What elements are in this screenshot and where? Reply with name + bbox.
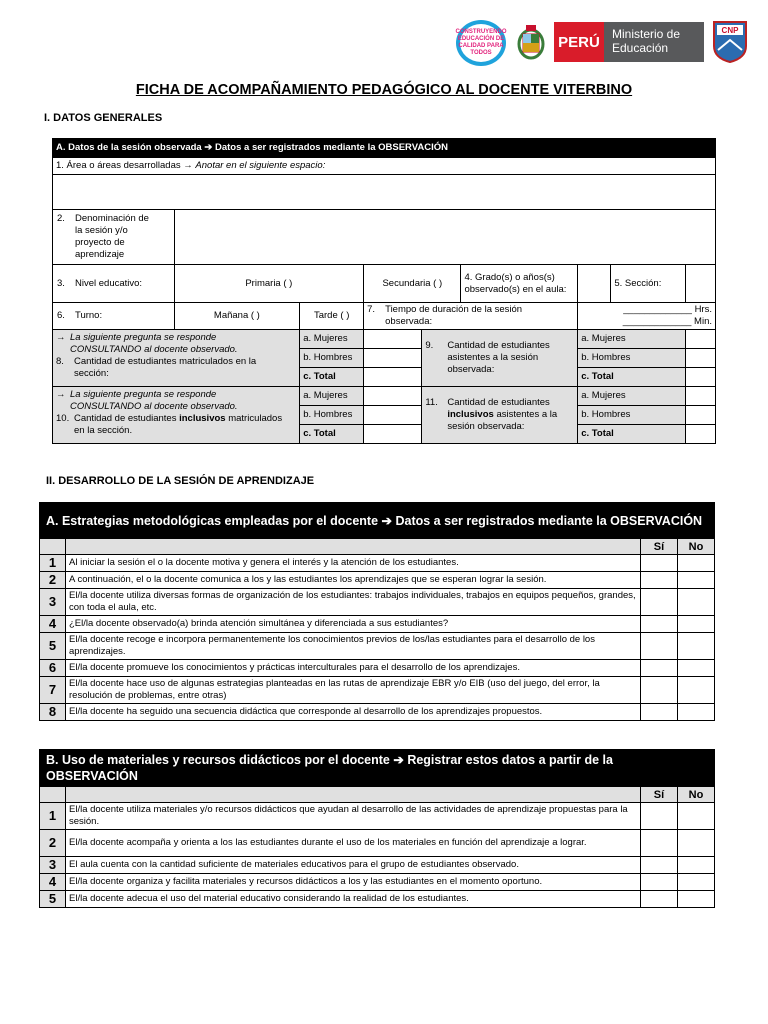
materials-rows [40, 803, 715, 908]
peru-coat-of-arms-icon [514, 22, 548, 62]
shift-label: Turno: [75, 310, 103, 321]
si-checkbox-cell[interactable] [641, 572, 678, 589]
session-name-input-cell[interactable] [174, 210, 715, 265]
materials-header-subtitle: Registrar estos datos a partir de la OBSERVACIÓN [46, 753, 613, 783]
item-text: El/la docente utiliza diversas formas de organización de los estudiantes: trabajos individuales, trabajos en equipos pequeños, grandes, con toda el aula, etc. [66, 589, 641, 616]
incl-enrolled-mujeres-input[interactable] [364, 387, 422, 406]
ministry-label: Ministerio de Educación [604, 22, 704, 62]
no-checkbox-cell[interactable] [678, 803, 715, 830]
session-data-table [52, 138, 716, 444]
arrow-right-icon: ➔ [381, 513, 396, 528]
incl-enrolled-total-label: c. Total [300, 425, 364, 444]
row-2-number: 2. [57, 213, 65, 224]
row-7-number: 7. [367, 304, 376, 315]
attending-mujeres-input[interactable] [685, 330, 715, 349]
materials-table-header [40, 750, 715, 787]
duration-label-cell [364, 303, 578, 330]
incl-enrolled-hombres-label: b. Hombres [300, 406, 364, 425]
item-text: El/la docente recoge e incorpora permanentemente los conocimientos previos de los/las estudiantes para el desarrollo de los aprendizajes. [66, 633, 641, 660]
attending-label-cell [422, 330, 578, 387]
table-row [40, 616, 715, 633]
grade-label-cell [461, 265, 578, 303]
item-text: El aula cuenta con la cantidad suficiente de materiales educativos para el grupo de estudiantes observado. [66, 857, 641, 874]
item-text: Al iniciar la sesión el o la docente motiva y genera el interés y la atención de los estudiantes. [66, 555, 641, 572]
table-row [40, 891, 715, 908]
ministry-logo [554, 22, 704, 62]
si-checkbox-cell[interactable] [641, 891, 678, 908]
item-number: 1 [40, 803, 66, 830]
inclusive-attending-label-c: asistentes a la sesión observada: [447, 409, 558, 432]
incl-attending-total-input[interactable] [685, 425, 715, 444]
item-number: 6 [40, 660, 66, 677]
page-title: FICHA DE ACOMPAÑAMIENTO PEDAGÓGICO AL DOCENTE VITERBINO [135, 82, 633, 98]
item-number: 5 [40, 633, 66, 660]
item-number: 4 [40, 616, 66, 633]
item-number: 2 [40, 830, 66, 857]
section-2-title: II. DESARROLLO DE LA SESIÓN DE APRENDIZAJE [46, 475, 315, 487]
strategies-table [39, 502, 715, 721]
enrolled-mujeres-input[interactable] [364, 330, 422, 349]
row-10-number: 10. [56, 413, 70, 424]
item-number: 3 [40, 857, 66, 874]
si-checkbox-cell[interactable] [641, 616, 678, 633]
no-checkbox-cell[interactable] [678, 874, 715, 891]
arrow-icon: → [56, 389, 66, 400]
table-row [40, 633, 715, 660]
table-row [40, 555, 715, 572]
level-label-cell [53, 265, 175, 303]
si-column-header: Sí [641, 539, 678, 555]
table-row [40, 589, 715, 616]
incl-attending-mujeres-input[interactable] [685, 387, 715, 406]
inclusive-enrolled-label-b: inclusivos [179, 413, 226, 424]
duration-label: Tiempo de duración de la sesión observada: [385, 304, 523, 327]
no-checkbox-cell[interactable] [678, 660, 715, 677]
attending-hombres-label: b. Hombres [578, 349, 686, 368]
no-checkbox-cell[interactable] [678, 555, 715, 572]
enrolled-hombres-label: b. Hombres [300, 349, 364, 368]
item-text: El/la docente acompaña y orienta a los las estudiantes durante el uso de los materiales en función del aprendizaje a lograr. [66, 830, 641, 857]
item-number: 1 [40, 555, 66, 572]
area-label: 1. Área o áreas desarrolladas [56, 160, 181, 171]
header-logos [456, 18, 756, 68]
table-row [40, 660, 715, 677]
cnp-shield-icon [712, 20, 748, 64]
attending-label: Cantidad de estudiantes asistentes a la sesión observada: [447, 340, 550, 375]
grade-input-cell[interactable] [578, 265, 611, 303]
arrow-icon: → [56, 332, 66, 343]
table-row [40, 857, 715, 874]
item-text: A continuación, el o la docente comunica a los y las estudiantes los aprendizajes que se esperan lograr la sesión. [66, 572, 641, 589]
shift-label-cell [53, 303, 175, 330]
inclusive-attending-label-a: Cantidad de estudiantes [447, 397, 550, 408]
cnp-text: CNP [721, 26, 739, 35]
inclusive-attending-label [447, 397, 567, 433]
strategies-header-subtitle: Datos a ser registrados mediante la OBSERVACIÓN [395, 513, 703, 528]
table-row [40, 874, 715, 891]
item-text: El/la docente hace uso de algunas estrategias planteadas en las rutas de aprendizaje EBR y/o EIB (uso del juego, del error, la resolución de problemas, entre otras) [66, 677, 641, 704]
item-text: El/la docente organiza y facilita materiales y recursos didácticos a los y las estudiantes en el momento oportuno. [66, 874, 641, 891]
si-checkbox-cell[interactable] [641, 660, 678, 677]
strategies-table-header [40, 503, 715, 539]
table-row [40, 704, 715, 721]
table-row [40, 677, 715, 704]
table-a-header-subtitle: Datos a ser registrados mediante la OBSERVACIÓN [214, 142, 448, 153]
incl-enrolled-mujeres-label: a. Mujeres [300, 387, 364, 406]
si-checkbox-cell[interactable] [641, 677, 678, 704]
no-checkbox-cell[interactable] [678, 589, 715, 616]
inclusive-enrolled-label-cell [53, 387, 300, 444]
row-3-number: 3. [57, 277, 65, 289]
consult-note: La siguiente pregunta se responde CONSULTANDO al docente observado. [70, 389, 238, 412]
attending-total-label: c. Total [578, 368, 686, 387]
primaria-option[interactable]: Primaria ( ) [174, 265, 364, 303]
inclusive-attending-label-cell [422, 387, 578, 444]
no-checkbox-cell[interactable] [678, 704, 715, 721]
inclusive-enrolled-label-a: Cantidad de estudiantes [74, 413, 177, 424]
strategies-rows [40, 555, 715, 721]
hours-field[interactable]: _____________ Hrs. [623, 304, 712, 315]
si-checkbox-cell[interactable] [641, 589, 678, 616]
incl-attending-total-label: c. Total [578, 425, 686, 444]
no-column-header: No [678, 787, 715, 803]
strategies-header-title: A. Estrategias metodológicas empleadas por el docente [46, 513, 379, 528]
item-number: 2 [40, 572, 66, 589]
attending-mujeres-label: a. Mujeres [578, 330, 686, 349]
row-6-number: 6. [57, 310, 65, 321]
area-label-cell [53, 158, 716, 175]
table-a-header-title: A. Datos de la sesión observada [56, 142, 202, 153]
si-checkbox-cell[interactable] [641, 803, 678, 830]
level-label: Nivel educativo: [75, 277, 143, 289]
minutes-field[interactable]: _____________ Min. [622, 316, 712, 327]
si-checkbox-cell[interactable] [641, 857, 678, 874]
item-number: 8 [40, 704, 66, 721]
secundaria-option[interactable]: Secundaria ( ) [364, 265, 461, 303]
grade-label: 4. Grado(s) o años(s) observado(s) en el aula: [464, 271, 567, 295]
arrow-icon: → [183, 160, 196, 171]
si-checkbox-cell[interactable] [641, 874, 678, 891]
item-text: ¿El/la docente observado(a) brinda atención simultánea y diferenciada a sus estudiantes? [66, 616, 641, 633]
table-a-header [53, 139, 716, 158]
consult-note: La siguiente pregunta se responde CONSULTANDO al docente observado. [70, 332, 238, 355]
no-checkbox-cell[interactable] [678, 572, 715, 589]
incl-attending-hombres-input[interactable] [685, 406, 715, 425]
enrolled-total-input[interactable] [364, 368, 422, 387]
header-blank-cell [66, 539, 641, 555]
education-campaign-logo [456, 20, 506, 66]
materials-header-title: B. Uso de materiales y recursos didácticos por el docente [46, 753, 390, 767]
no-checkbox-cell[interactable] [678, 677, 715, 704]
arrow-right-icon: ➔ [204, 142, 215, 153]
table-row [40, 830, 715, 857]
item-text: El/la docente adecua el uso del material educativo considerando la realidad de los estudiantes. [66, 891, 641, 908]
si-checkbox-cell[interactable] [641, 633, 678, 660]
enrolled-label-cell [53, 330, 300, 387]
enrolled-label: Cantidad de estudiantes matriculados en la sección: [74, 356, 257, 379]
area-hint: Anotar en el siguiente espacio: [195, 160, 326, 171]
inclusive-attending-label-b: inclusivos [447, 409, 494, 420]
incl-attending-hombres-label: b. Hombres [578, 406, 686, 425]
header-blank-cell [66, 787, 641, 803]
incl-attending-mujeres-label: a. Mujeres [578, 387, 686, 406]
section-1-title: I. DATOS GENERALES [44, 112, 163, 124]
row-11-number: 11. [425, 397, 438, 408]
no-column-header: No [678, 539, 715, 555]
tarde-option[interactable]: Tarde ( ) [300, 303, 364, 330]
no-checkbox-cell[interactable] [678, 891, 715, 908]
item-text: El/la docente ha seguido una secuencia didáctica que corresponde al desarrollo de los aprendizajes propuestos. [66, 704, 641, 721]
inclusive-enrolled-label-c: matriculados en la sección. [74, 413, 283, 436]
session-name-label: Denominación de la sesión y/o proyecto de aprendizaje [75, 213, 149, 260]
manana-option[interactable]: Mañana ( ) [174, 303, 300, 330]
item-text: El/la docente utiliza materiales y/o recursos didácticos que ayudan al desarrollo de las actividades de aprendizaje propuestas para la sesión. [66, 803, 641, 830]
no-checkbox-cell[interactable] [678, 830, 715, 857]
item-number: 5 [40, 891, 66, 908]
session-name-label-cell [53, 210, 175, 265]
incl-enrolled-hombres-input[interactable] [364, 406, 422, 425]
no-checkbox-cell[interactable] [678, 857, 715, 874]
item-number: 4 [40, 874, 66, 891]
item-text: El/la docente promueve los conocimientos y prácticas interculturales para el desarrollo de los aprendizajes. [66, 660, 641, 677]
item-number: 7 [40, 677, 66, 704]
item-number: 3 [40, 589, 66, 616]
row-8-number: 8. [56, 356, 64, 367]
header-blank-cell [40, 539, 66, 555]
area-input-cell[interactable] [53, 175, 716, 210]
enrolled-total-label: c. Total [300, 368, 364, 387]
no-checkbox-cell[interactable] [678, 616, 715, 633]
si-checkbox-cell[interactable] [641, 555, 678, 572]
materials-table [39, 749, 715, 908]
section-input-cell[interactable] [685, 265, 715, 303]
no-checkbox-cell[interactable] [678, 633, 715, 660]
peru-label: PERÚ [554, 22, 604, 62]
enrolled-hombres-input[interactable] [364, 349, 422, 368]
si-checkbox-cell[interactable] [641, 830, 678, 857]
attending-hombres-input[interactable] [685, 349, 715, 368]
table-row [40, 572, 715, 589]
si-checkbox-cell[interactable] [641, 704, 678, 721]
enrolled-mujeres-label: a. Mujeres [300, 330, 364, 349]
incl-enrolled-total-input[interactable] [364, 425, 422, 444]
campaign-logo-text: CONSTRUYENDO EDUCACIÓN DE CALIDAD PARA TODOS [455, 29, 507, 56]
si-column-header: Sí [641, 787, 678, 803]
table-row [40, 803, 715, 830]
duration-input-cell[interactable] [578, 303, 716, 330]
arrow-right-icon: ➔ [393, 753, 408, 767]
section-label-cell: 5. Sección: [611, 265, 685, 303]
row-9-number: 9. [425, 340, 434, 351]
header-blank-cell [40, 787, 66, 803]
attending-total-input[interactable] [685, 368, 715, 387]
inclusive-enrolled-label [74, 413, 284, 437]
